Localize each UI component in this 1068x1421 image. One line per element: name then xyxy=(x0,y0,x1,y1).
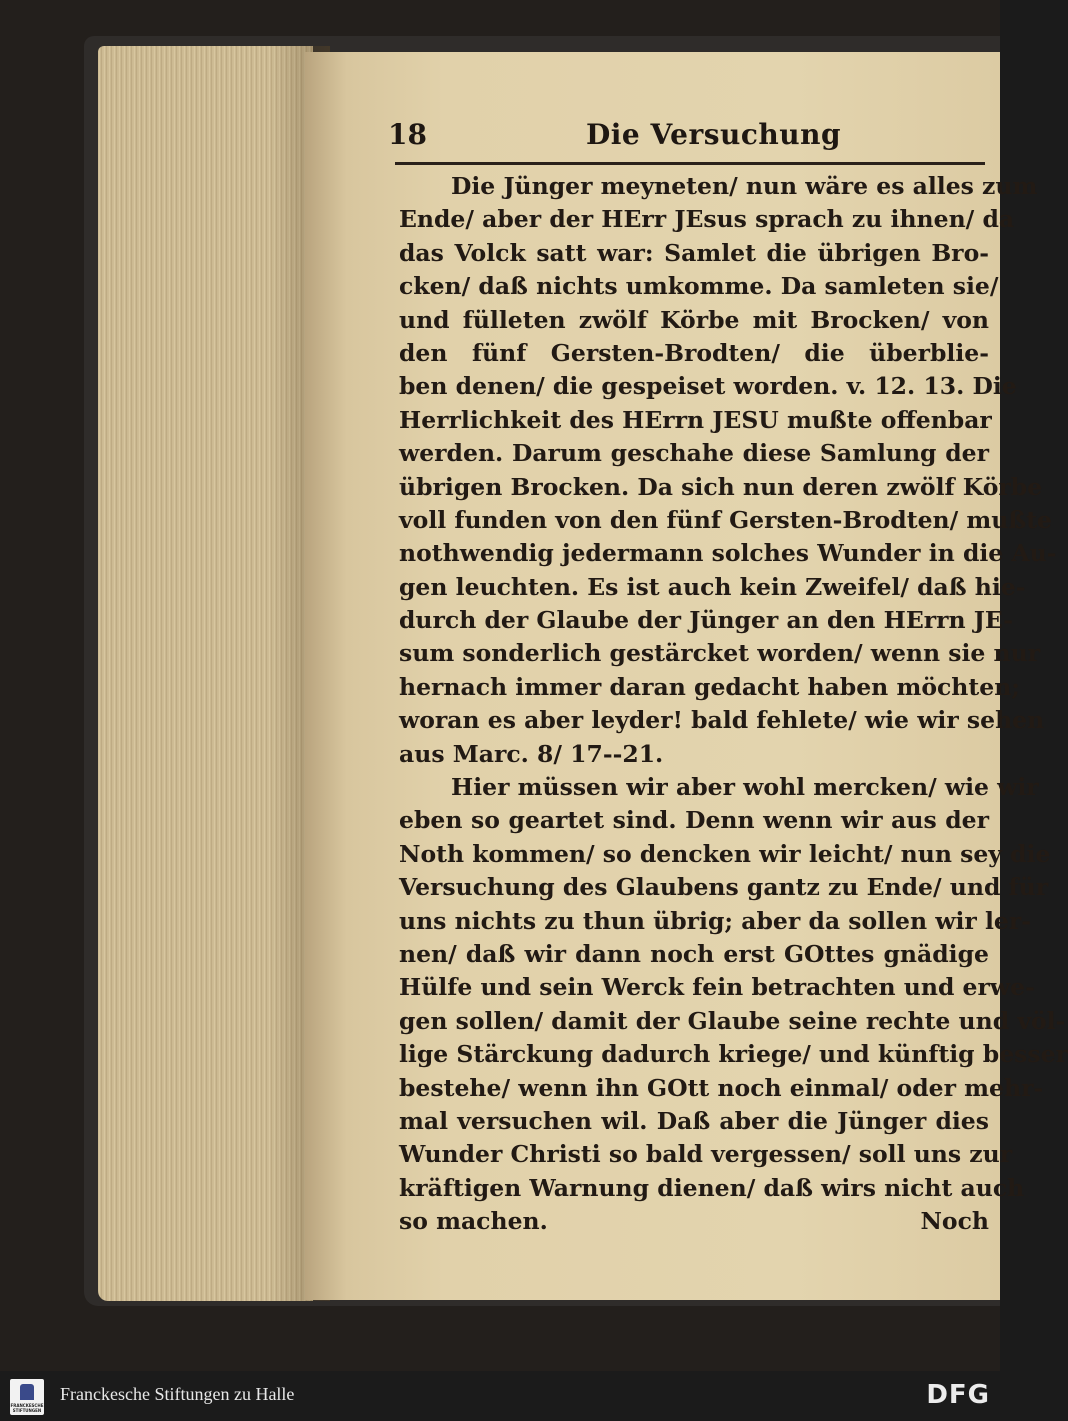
text-line: hernach immer daran gedacht haben möchten; xyxy=(399,672,1020,701)
text-line: den fünf Gersten-Brodten/ die überblie- xyxy=(399,338,989,367)
text-line: ben denen/ die gespeiset worden. v. 12. 13. Die xyxy=(399,372,1017,401)
page-number: 18 xyxy=(388,118,427,151)
text-line: woran es aber leyder! bald fehlete/ wie wir sehen xyxy=(399,706,1045,735)
text-line: aus Marc. 8/ 17--21. xyxy=(399,739,664,768)
text-line: durch der Glaube der Jünger an den HErrn JE- xyxy=(399,606,1013,635)
logo-text: FRANCKESCHE STIFTUNGEN xyxy=(10,1403,44,1413)
running-title: Die Versuchung xyxy=(586,118,842,151)
text-line: Noth kommen/ so dencken wir leicht/ nun sey die xyxy=(399,839,1051,868)
text-line: Hier müssen wir aber wohl mercken/ wie wir xyxy=(451,773,1039,802)
body-text xyxy=(399,170,1068,1239)
text-line: Die Jünger meyneten/ nun wäre es alles zum xyxy=(451,172,1038,200)
text-line: gen leuchten. Es ist auch kein Zweifel/ daß hie- xyxy=(399,572,1026,601)
dfg-logo: DFG xyxy=(926,1380,990,1410)
page-header xyxy=(388,118,988,158)
text-line xyxy=(399,1205,989,1238)
viewer-footer xyxy=(0,1371,1000,1421)
text-line: voll funden von den fünf Gersten-Brodten/ mußte xyxy=(399,505,1053,534)
text-line: übrigen Brocken. Da sich nun deren zwölf Körbe xyxy=(399,472,1043,501)
final-line-text: so machen. xyxy=(399,1207,548,1236)
text-line: bestehe/ wenn ihn GOtt noch einmal/ oder mehr- xyxy=(399,1073,1044,1102)
header-rule xyxy=(395,162,985,165)
text-line: mal versuchen wil. Daß aber die Jünger dies xyxy=(399,1106,989,1135)
text-line: eben so geartet sind. Denn wenn wir aus der xyxy=(399,806,989,835)
text-line: uns nichts zu thun übrig; aber da sollen wir ler- xyxy=(399,906,1031,935)
text-line: Herrlichkeit des HErrn JESU mußte offenbar xyxy=(399,405,992,434)
text-line: kräftigen Warnung dienen/ daß wirs nicht auch xyxy=(399,1173,1025,1202)
institution-name: Franckesche Stiftungen zu Halle xyxy=(60,1384,295,1404)
logo-emblem-icon xyxy=(20,1384,34,1400)
text-line: nothwendig jedermann solches Wunder in die Au- xyxy=(399,539,1057,568)
text-line: lige Stärckung dadurch kriege/ und künftig besser xyxy=(399,1040,1068,1069)
text-line: Versuchung des Glaubens gantz zu Ende/ und für xyxy=(399,873,1049,902)
text-line: Ende/ aber der HErr JEsus sprach zu ihnen/ da xyxy=(399,205,1015,234)
text-line: das Volck satt war: Samlet die übrigen Bro- xyxy=(399,238,989,267)
text-line: Wunder Christi so bald vergessen/ soll uns zur xyxy=(399,1140,1013,1169)
text-line: werden. Darum geschahe diese Samlung der xyxy=(399,439,989,468)
text-line: cken/ daß nichts umkomme. Da samleten sie/ xyxy=(399,272,999,301)
text-line: Hülfe und sein Werck fein betrachten und erwe- xyxy=(399,973,1035,1002)
text-line: sum sonderlich gestärcket worden/ wenn sie nur xyxy=(399,639,1041,668)
institution-logo xyxy=(10,1379,44,1415)
catchword: Noch xyxy=(920,1207,989,1236)
text-line: und fülleten zwölf Körbe mit Brocken/ von xyxy=(399,305,989,334)
text-line: gen sollen/ damit der Glaube seine rechte und völ- xyxy=(399,1006,1066,1035)
text-line: nen/ daß wir dann noch erst GOttes gnädige xyxy=(399,939,989,968)
